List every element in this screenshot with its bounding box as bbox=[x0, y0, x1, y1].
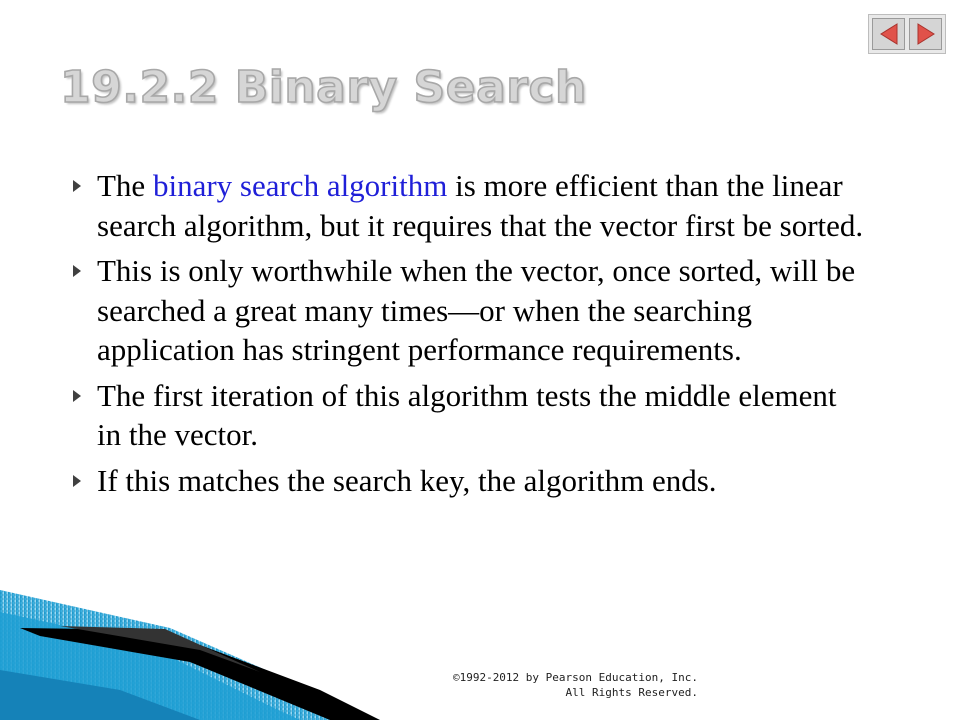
bullet-item bbox=[66, 376, 866, 455]
previous-slide-button[interactable] bbox=[872, 18, 905, 50]
copyright-line: ©1992-2012 by Pearson Education, Inc. bbox=[452, 671, 698, 684]
bullet-item bbox=[66, 166, 866, 245]
triangle-left-icon bbox=[878, 22, 900, 46]
bullet-list bbox=[66, 166, 866, 506]
triangle-right-icon bbox=[915, 22, 937, 46]
bullet-text: This is only worthwhile when the vector, once sorted, will be searched a great many times—or when the searching application has stringent performance requirements. bbox=[97, 253, 856, 367]
bullet-text-before: The bbox=[97, 168, 153, 203]
highlighted-term: binary search algorithm bbox=[152, 168, 448, 203]
slide-navigation bbox=[868, 14, 946, 54]
next-slide-button[interactable] bbox=[909, 18, 942, 50]
copyright-footer bbox=[380, 670, 698, 700]
bullet-arrow-icon bbox=[72, 390, 82, 402]
bullet-text: If this matches the search key, the algorithm ends. bbox=[97, 462, 717, 498]
bullet-arrow-icon bbox=[72, 475, 82, 487]
bullet-item bbox=[66, 251, 866, 370]
bullet-text: The first iteration of this algorithm tests the middle element in the vector. bbox=[97, 377, 837, 452]
rights-line: All Rights Reserved. bbox=[565, 686, 698, 699]
bullet-arrow-icon bbox=[72, 180, 82, 192]
bullet-arrow-icon bbox=[72, 265, 82, 277]
bullet-item bbox=[66, 461, 866, 501]
slide-title: 19.2.2 Binary Search bbox=[60, 62, 587, 113]
bullet-text-after: is more efficient than the linear search algorithm, but it requires that the vector first be sorted. bbox=[97, 168, 864, 243]
